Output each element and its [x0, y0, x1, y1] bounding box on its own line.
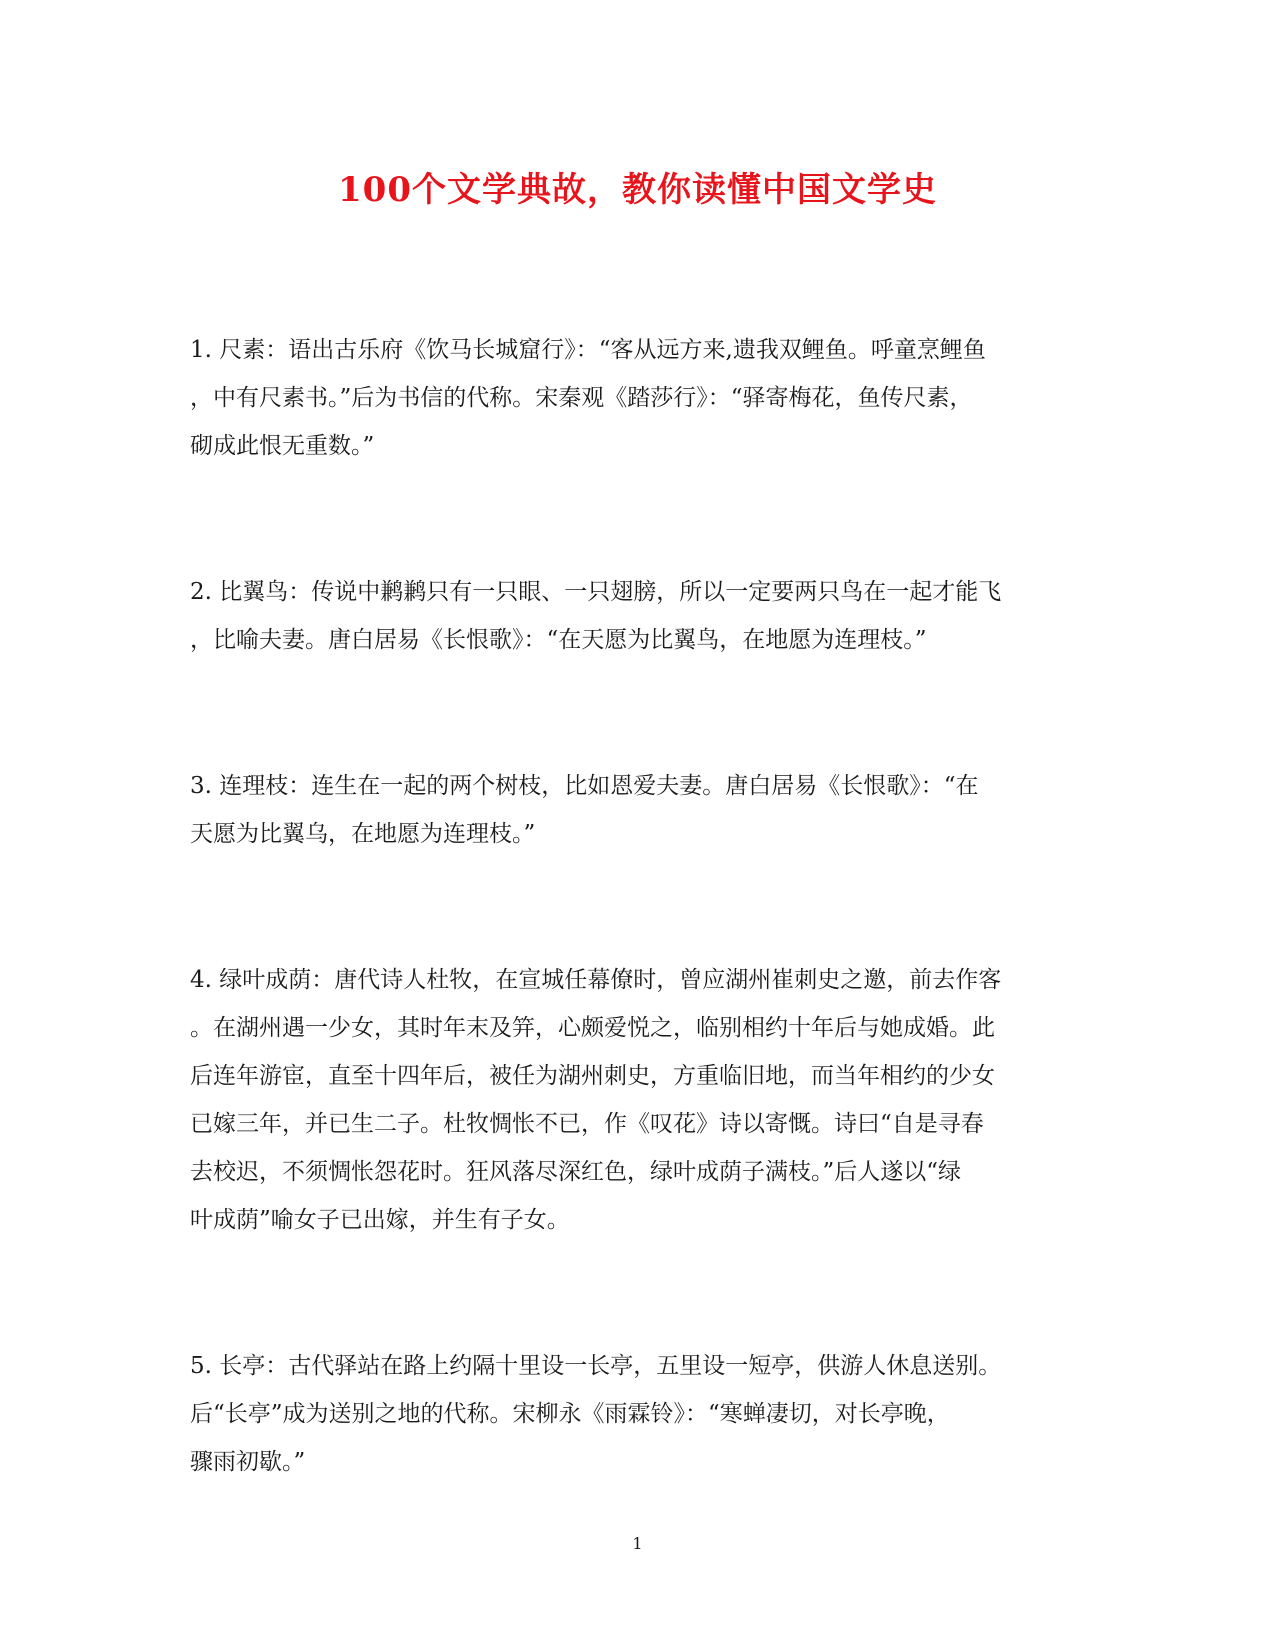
- entry-line: 去校迟，不须惆怅怨花时。狂风落尽深红色，绿叶成荫子满枝。”后人遂以“绿: [190, 1159, 962, 1185]
- entry-line: 后连年游宦，直至十四年后，被任为湖州刺史，方重临旧地，而当年相约的少女: [190, 1063, 995, 1089]
- entry-line: 已嫁三年，并已生二子。杜牧惆怅不已，作《叹花》诗以寄慨。诗曰“自是寻春: [190, 1111, 984, 1137]
- entry-1: [190, 326, 1064, 470]
- entry-line: 5. 长亭：古代驿站在路上约隔十里设一长亭，五里设一短亭，供游人休息送别。: [190, 1353, 1002, 1379]
- entry-line: 4. 绿叶成荫：唐代诗人杜牧，在宣城任幕僚时，曾应湖州崔刺史之邀，前去作客: [190, 967, 1002, 993]
- entry-line: 叶成荫”喻女子已出嫁，并生有子女。: [190, 1207, 570, 1233]
- entry-line: 骤雨初歇。”: [190, 1449, 306, 1475]
- entry-line: ，比喻夫妻。唐白居易《长恨歌》：“在天愿为比翼鸟，在地愿为连理枝。”: [190, 627, 927, 653]
- entry-3: [190, 762, 1064, 858]
- entry-line: 天愿为比翼乌，在地愿为连理枝。”: [190, 821, 536, 847]
- entry-line: ，中有尺素书。”后为书信的代称。宋秦观《踏莎行》：“驿寄梅花，鱼传尺素，: [190, 385, 973, 411]
- entry-5: [190, 1342, 1064, 1486]
- entry-line: 。在湖州遇一少女，其时年末及笄，心颇爱悦之，临别相约十年后与她成婚。此: [190, 1015, 995, 1041]
- entry-line: 砌成此恨无重数。”: [190, 433, 375, 459]
- entry-4: [190, 956, 1064, 1244]
- entry-2: [190, 568, 1064, 664]
- entry-line: 3. 连理枝：连生在一起的两个树枝，比如恩爱夫妻。唐白居易《长恨歌》：“在: [190, 773, 979, 799]
- entry-line: 2. 比翼鸟：传说中鹣鹣只有一只眼、一只翅膀，所以一定要两只鸟在一起才能飞: [190, 579, 1002, 605]
- document-title: 100个文学典故，教你读懂中国文学史: [338, 170, 937, 210]
- entry-line: 后“长亭”成为送别之地的代称。宋柳永《雨霖铃》：“寒蝉凄切，对长亭晚，: [190, 1401, 950, 1427]
- page-number: 1: [632, 1534, 643, 1553]
- entry-line: 1. 尺素：语出古乐府《饮马长城窟行》：“客从远方来,遗我双鲤鱼。呼童烹鲤鱼: [190, 337, 986, 363]
